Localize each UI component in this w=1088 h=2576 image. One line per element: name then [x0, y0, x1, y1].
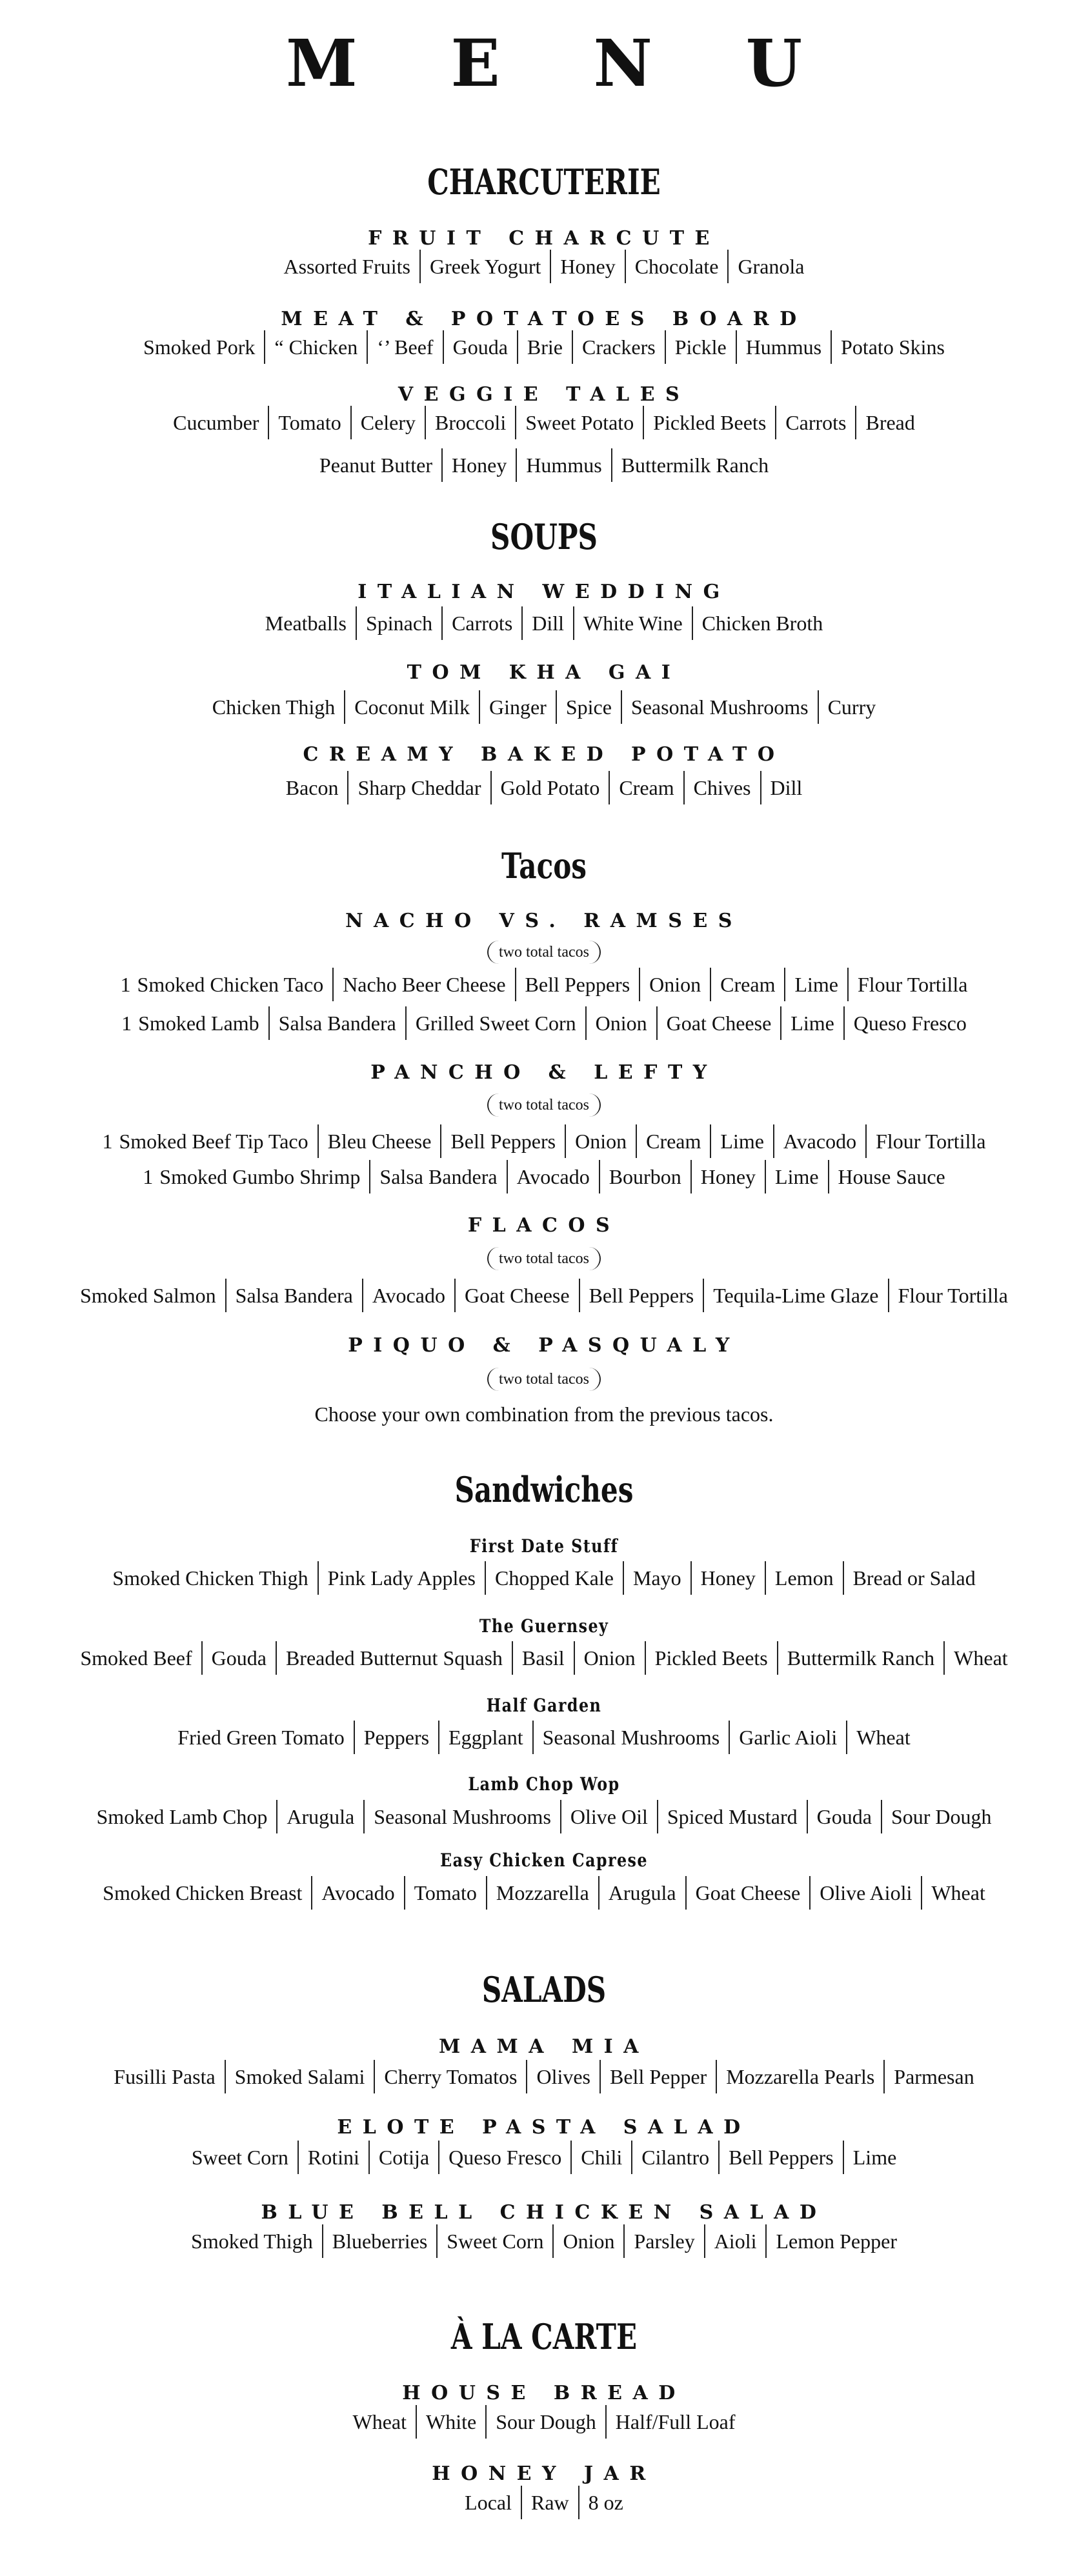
ingredients-nacho-line1 — [0, 968, 1088, 1001]
ingredient: Goat Cheese — [656, 1006, 781, 1040]
ingredient: Smoked Thigh — [191, 2230, 313, 2253]
ingredient: Dill — [521, 606, 573, 640]
ingredient: Eggplant — [438, 1721, 532, 1754]
ingredient: Smoked Lamb Chop — [96, 1805, 268, 1828]
ingredient: Pink Lady Apples — [317, 1561, 485, 1595]
ingredient: Bell Peppers — [515, 968, 640, 1001]
note-text: two total tacos — [487, 941, 601, 964]
item-name-the-guernsey: The Guernsey — [479, 1615, 609, 1637]
item-name-half-garden: Half Garden — [486, 1695, 602, 1716]
note-nacho-vs-ramses — [0, 941, 1088, 964]
section-heading-tacos: Tacos — [501, 845, 587, 886]
ingredient: Bell Peppers — [440, 1124, 565, 1158]
section-heading-charcuterie: CHARCUTERIE — [427, 161, 661, 203]
quantity: 1 — [120, 973, 131, 996]
ingredient: Aioli — [704, 2224, 766, 2258]
ingredients-veggie-tales-line1 — [0, 406, 1088, 439]
ingredient: Dill — [760, 771, 812, 804]
ingredient: Fried Green Tomato — [177, 1726, 345, 1749]
ingredient: Honey — [550, 250, 624, 283]
ingredient: Salsa Bandera — [225, 1279, 362, 1312]
ingredients-tom-kha-gai — [0, 690, 1088, 724]
ingredient: Cream — [636, 1124, 710, 1158]
ingredient: Ginger — [479, 690, 556, 724]
ingredient: Lime — [784, 968, 847, 1001]
ingredient: Bell Pepper — [599, 2060, 716, 2093]
ingredient: Chocolate — [625, 250, 728, 283]
ingredient: Parmesan — [883, 2060, 983, 2093]
ingredient: Carrots — [775, 406, 855, 439]
ingredient: Granola — [727, 250, 813, 283]
ingredient: Half/Full Loaf — [605, 2405, 745, 2439]
ingredient: Smoked Chicken Thigh — [112, 1566, 308, 1590]
ingredient: Cherry Tomatos — [374, 2060, 526, 2093]
ingredient: Gouda — [443, 330, 517, 364]
ingredient: Honey — [690, 1561, 765, 1595]
ingredient: Queso Fresco — [843, 1006, 976, 1040]
ingredient: Mozzarella — [486, 1876, 598, 1910]
ingredient: Smoked Beef Tip Taco — [119, 1130, 308, 1153]
ingredient: Brie — [517, 330, 572, 364]
ingredient: Raw — [521, 2486, 578, 2519]
ingredient: Bleu Cheese — [317, 1124, 441, 1158]
quantity: 1 — [102, 1130, 113, 1153]
ingredient: Rotini — [297, 2141, 368, 2174]
ingredient: Wheat — [352, 2410, 407, 2433]
ingredients-half-garden — [0, 1721, 1088, 1754]
ingredient: Queso Fresco — [438, 2141, 570, 2174]
ingredient: Lime — [780, 1006, 843, 1040]
ingredient: Smoked Gumbo Shrimp — [159, 1165, 361, 1188]
ingredient: Onion — [585, 1006, 656, 1040]
note-text: two total tacos — [487, 1368, 601, 1391]
ingredient: Fusilli Pasta — [114, 2065, 216, 2088]
ingredient: Cream — [609, 771, 683, 804]
ingredient: Local — [465, 2491, 512, 2514]
ingredient: Sharp Cheddar — [347, 771, 490, 804]
ingredient: Cotija — [368, 2141, 438, 2174]
ingredient: Sweet Corn — [436, 2224, 552, 2258]
section-heading-sandwiches: Sandwiches — [454, 1469, 634, 1510]
ingredient: Smoked Salmon — [79, 1284, 216, 1307]
ingredient: Olive Aioli — [809, 1876, 921, 1910]
item-name-nacho-vs-ramses: NACHO VS. RAMSES — [345, 910, 743, 932]
ingredient: Onion — [552, 2224, 623, 2258]
ingredient: Olive Oil — [560, 1800, 657, 1833]
section-heading-salads: SALADS — [481, 1969, 607, 2010]
ingredient: Arugula — [276, 1800, 363, 1833]
ingredient: Curry — [818, 690, 885, 724]
ingredients-elote-pasta-salad — [0, 2141, 1088, 2174]
ingredient: House Sauce — [828, 1160, 954, 1193]
ingredients-italian-wedding — [0, 606, 1088, 640]
ingredient: Gold Potato — [490, 771, 609, 804]
ingredient: “ Chicken — [264, 330, 367, 364]
ingredient: Bacon — [285, 776, 339, 799]
ingredient: Seasonal Mushrooms — [363, 1800, 560, 1833]
ingredient: Arugula — [598, 1876, 685, 1910]
ingredient: Avocado — [507, 1160, 599, 1193]
ingredients-mama-mia — [0, 2060, 1088, 2093]
ingredient: Bell Peppers — [579, 1279, 703, 1312]
ingredient: Breaded Butternut Squash — [276, 1641, 512, 1675]
ingredient: Tomato — [268, 406, 350, 439]
ingredient: Flour Tortilla — [865, 1124, 995, 1158]
ingredient: Chicken Thigh — [212, 695, 336, 719]
ingredient: Wheat — [846, 1721, 920, 1754]
ingredients-honey-jar — [0, 2486, 1088, 2519]
note-pancho-lefty — [0, 1093, 1088, 1117]
ingredient: Spinach — [356, 606, 441, 640]
ingredient: Greek Yogurt — [419, 250, 550, 283]
ingredient: Smoked Chicken Taco — [137, 973, 324, 996]
ingredients-flacos — [0, 1279, 1088, 1312]
item-name-easy-chicken-caprese: Easy Chicken Caprese — [440, 1850, 648, 1871]
ingredient: Pickled Beets — [643, 406, 775, 439]
ingredient: Salsa Bandera — [369, 1160, 506, 1193]
ingredient: Potato Skins — [831, 330, 954, 364]
item-name-house-bread: HOUSE BREAD — [402, 2382, 686, 2404]
ingredients-blue-bell-chicken-salad — [0, 2224, 1088, 2258]
ingredient: Chives — [683, 771, 760, 804]
ingredient: Grilled Sweet Corn — [405, 1006, 585, 1040]
piquo-description: Choose your own combination from the previous tacos. — [314, 1403, 774, 1426]
ingredients-lamb-chop-wop — [0, 1800, 1088, 1833]
ingredients-the-guernsey — [0, 1641, 1088, 1675]
ingredient: ‘’ Beef — [367, 330, 442, 364]
ingredient: Hummus — [516, 448, 610, 482]
item-name-elote-pasta-salad: ELOTE PASTA SALAD — [337, 2116, 751, 2139]
note-piquo-pasqualy — [0, 1368, 1088, 1391]
ingredient: Lemon Pepper — [765, 2224, 906, 2258]
ingredient: Wheat — [943, 1641, 1017, 1675]
ingredient: Cucumber — [173, 411, 259, 434]
item-name-flacos: FLACOS — [467, 1214, 621, 1237]
ingredient: Pickled Beets — [645, 1641, 777, 1675]
ingredient: Spiced Mustard — [657, 1800, 807, 1833]
ingredient: Cream — [710, 968, 784, 1001]
section-heading-soups: SOUPS — [490, 516, 598, 557]
ingredient: Salsa Bandera — [268, 1006, 405, 1040]
ingredients-easy-chicken-caprese — [0, 1876, 1088, 1910]
ingredients-nacho-line2 — [0, 1006, 1088, 1040]
ingredient: Broccoli — [425, 406, 515, 439]
ingredient: Honey — [690, 1160, 765, 1193]
item-name-creamy-baked-potato: CREAMY BAKED POTATO — [303, 743, 785, 766]
ingredients-pancho-line2 — [0, 1160, 1088, 1193]
ingredients-veggie-tales-line2 — [0, 448, 1088, 482]
ingredient: Goat Cheese — [685, 1876, 810, 1910]
item-name-veggie-tales: VEGGIE TALES — [398, 383, 690, 406]
item-name-first-date-stuff: First Date Stuff — [469, 1535, 619, 1557]
ingredient: Crackers — [572, 330, 665, 364]
section-heading-a-la-carte: À LA CARTE — [450, 2316, 638, 2357]
ingredient: Cilantro — [631, 2141, 718, 2174]
ingredient: Garlic Aioli — [729, 1721, 846, 1754]
ingredient: Pickle — [665, 330, 736, 364]
ingredients-house-bread — [0, 2405, 1088, 2439]
ingredient: Celery — [350, 406, 425, 439]
ingredient: Smoked Chicken Breast — [103, 1881, 303, 1904]
ingredient: Chili — [570, 2141, 631, 2174]
ingredient: Hummus — [736, 330, 831, 364]
ingredient: Chicken Broth — [692, 606, 832, 640]
ingredients-meat-potatoes — [0, 330, 1088, 364]
item-name-italian-wedding: ITALIAN WEDDING — [358, 581, 730, 603]
ingredient: Onion — [639, 968, 710, 1001]
item-name-lamb-chop-wop: Lamb Chop Wop — [468, 1773, 620, 1795]
item-name-tom-kha-gai: TOM KHA GAI — [407, 661, 681, 684]
ingredient: Blueberries — [322, 2224, 437, 2258]
ingredient: Buttermilk Ranch — [777, 1641, 943, 1675]
ingredient: Smoked Salami — [225, 2060, 374, 2093]
ingredients-fruit-charcute — [0, 250, 1088, 283]
ingredient: Lime — [710, 1124, 773, 1158]
ingredient: Tequila-Lime Glaze — [703, 1279, 887, 1312]
ingredient: Gouda — [201, 1641, 276, 1675]
ingredient: Sour Dough — [485, 2405, 605, 2439]
ingredient: Gouda — [807, 1800, 881, 1833]
ingredient: Smoked Beef — [80, 1646, 192, 1670]
item-name-fruit-charcute: FRUIT CHARCUTE — [368, 227, 720, 250]
ingredient: Basil — [512, 1641, 574, 1675]
ingredient: Lemon — [765, 1561, 843, 1595]
ingredient: Olives — [526, 2060, 599, 2093]
menu-title: M E N U — [286, 25, 838, 101]
note-text: two total tacos — [487, 1093, 601, 1117]
ingredient: Carrots — [441, 606, 521, 640]
ingredient: Honey — [441, 448, 516, 482]
item-name-mama-mia: MAMA MIA — [439, 2035, 649, 2058]
item-name-blue-bell-chicken-salad: BLUE BELL CHICKEN SALAD — [261, 2201, 827, 2224]
ingredient: Seasonal Mushrooms — [621, 690, 818, 724]
ingredient: Bread — [855, 406, 923, 439]
ingredient: Assorted Fruits — [283, 255, 410, 278]
ingredient: Meatballs — [265, 612, 347, 635]
item-name-piquo-pasqualy: PIQUO & PASQUALY — [348, 1334, 740, 1357]
ingredient: Chopped Kale — [485, 1561, 623, 1595]
item-name-honey-jar: HONEY JAR — [432, 2462, 656, 2485]
ingredient: Goat Cheese — [454, 1279, 579, 1312]
ingredient: Mozzarella Pearls — [716, 2060, 883, 2093]
ingredient: Peppers — [354, 1721, 438, 1754]
ingredient: White — [416, 2405, 485, 2439]
ingredient: Bourbon — [599, 1160, 690, 1193]
ingredient: Avacodo — [773, 1124, 865, 1158]
ingredient: Bell Peppers — [718, 2141, 843, 2174]
ingredient: Flour Tortilla — [847, 968, 977, 1001]
ingredient: Peanut Butter — [319, 454, 432, 477]
item-name-meat-potatoes: MEAT & POTATOES BOARD — [281, 308, 807, 330]
ingredient: Tomato — [404, 1876, 486, 1910]
ingredient: 8 oz — [578, 2486, 632, 2519]
ingredient: Sweet Corn — [191, 2146, 288, 2169]
ingredient: Buttermilk Ranch — [611, 448, 778, 482]
ingredient: Onion — [565, 1124, 636, 1158]
ingredient: Bread or Salad — [843, 1561, 985, 1595]
ingredient: Wheat — [921, 1876, 994, 1910]
ingredient: Flour Tortilla — [888, 1279, 1018, 1312]
ingredient: Lime — [765, 1160, 828, 1193]
note-flacos — [0, 1247, 1088, 1270]
ingredient: Sour Dough — [881, 1800, 1001, 1833]
ingredient: Nacho Beer Cheese — [332, 968, 514, 1001]
ingredient: Spice — [556, 690, 621, 724]
item-name-pancho-lefty: PANCHO & LEFTY — [370, 1061, 718, 1084]
ingredient: Avocado — [362, 1279, 454, 1312]
quantity: 1 — [143, 1165, 154, 1188]
ingredients-creamy-baked-potato — [0, 771, 1088, 804]
ingredient: Smoked Lamb — [138, 1012, 259, 1035]
ingredient: Parsley — [623, 2224, 703, 2258]
ingredient: Smoked Pork — [143, 335, 256, 359]
ingredient: Sweet Potato — [515, 406, 643, 439]
ingredient: Mayo — [623, 1561, 690, 1595]
ingredient: Avocado — [311, 1876, 403, 1910]
ingredient: Coconut Milk — [344, 690, 479, 724]
ingredients-first-date-stuff — [0, 1561, 1088, 1595]
ingredient: Lime — [843, 2141, 906, 2174]
ingredient: Onion — [574, 1641, 645, 1675]
ingredient: White Wine — [573, 606, 692, 640]
ingredient: Seasonal Mushrooms — [532, 1721, 729, 1754]
quantity: 1 — [121, 1012, 132, 1035]
ingredients-pancho-line1 — [0, 1124, 1088, 1158]
note-text: two total tacos — [487, 1247, 601, 1270]
